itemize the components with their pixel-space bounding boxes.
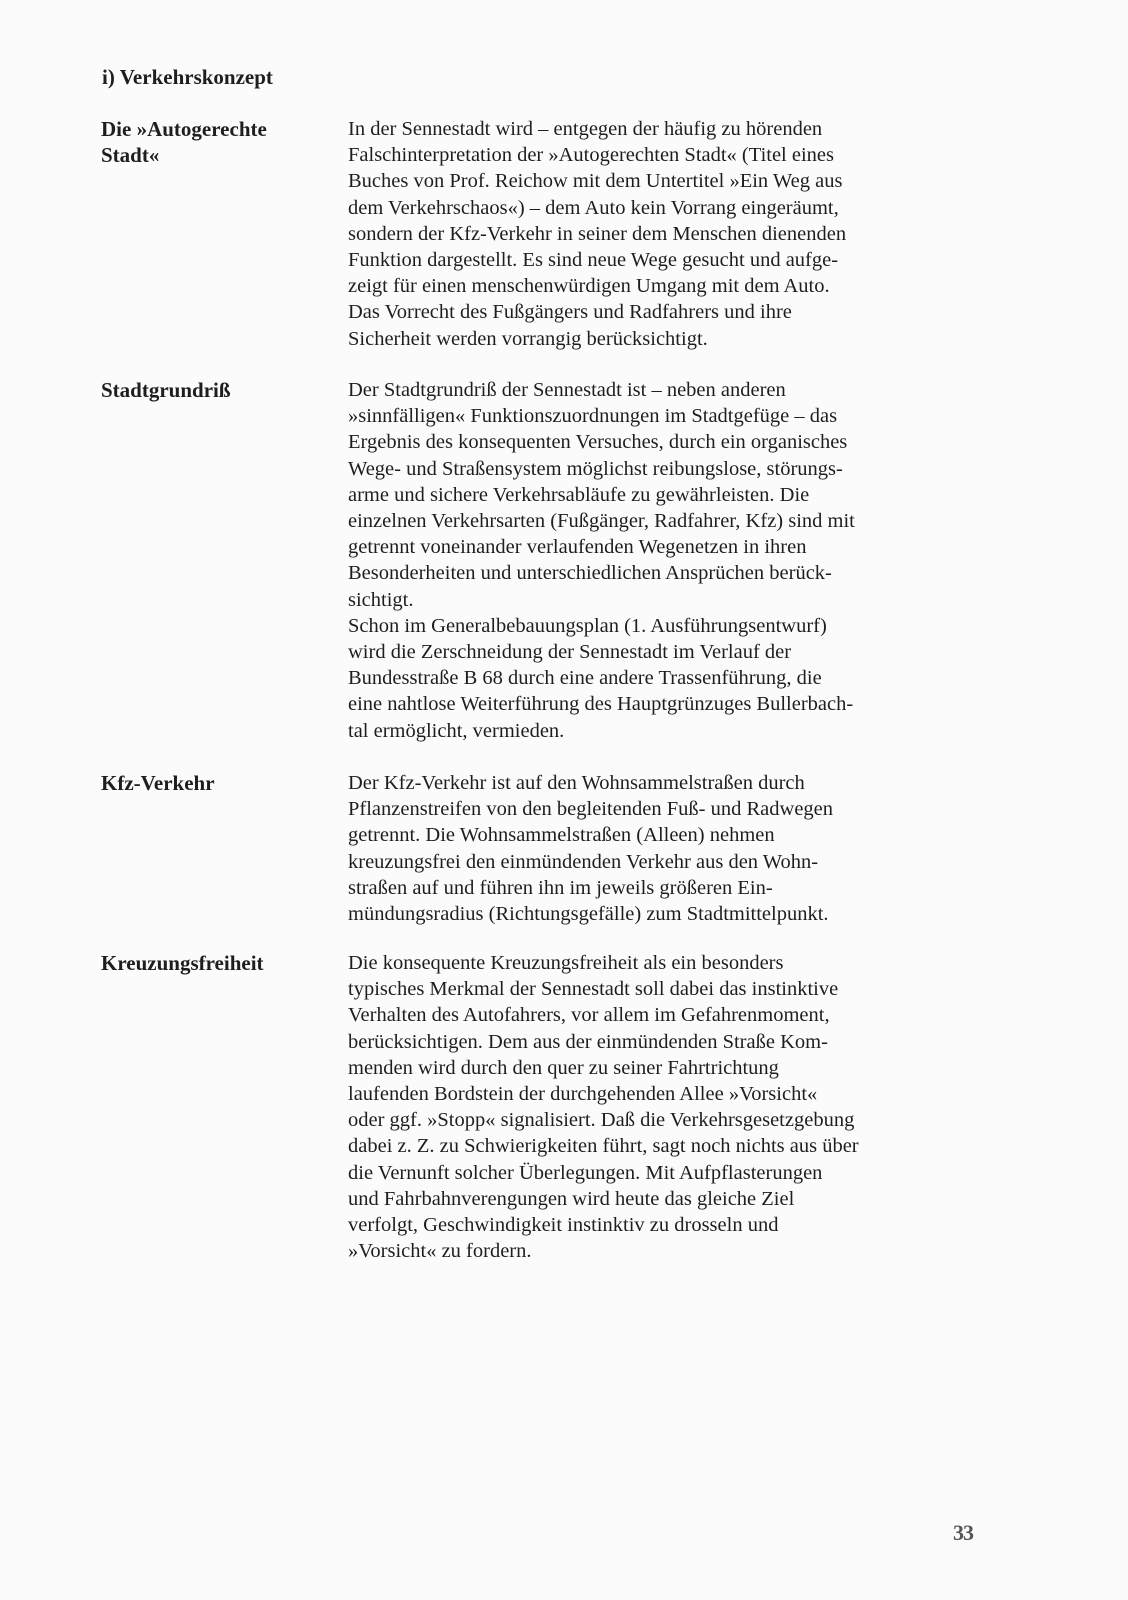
text-line: eine nahtlose Weiterführung des Hauptgrünzuges Bullerbach- (348, 693, 854, 716)
text-line: oder ggf. »Stopp« signalisiert. Daß die Verkehrsgesetzgebung (348, 1109, 855, 1132)
text-line: Falschinterpretation der »Autogerechten Stadt« (Titel eines (348, 144, 834, 167)
text-line: Verhalten des Autofahrers, vor allem im Gefahrenmoment, (348, 1004, 830, 1027)
text-line: kreuzungsfrei den einmündenden Verkehr aus den Wohn- (348, 850, 819, 873)
text-line: Sicherheit werden vorrangig berücksichtigt. (348, 327, 708, 350)
text-line: einzelnen Verkehrsarten (Fußgänger, Radfahrer, Kfz) sind mit (348, 510, 855, 533)
text-line: berücksichtigen. Dem aus der einmündenden Straße Kom- (348, 1030, 828, 1053)
text-line: Besonderheiten und unterschiedlichen Ansprüchen berück- (348, 562, 832, 585)
entry-paragraph (348, 770, 988, 927)
text-line: wird die Zerschneidung der Sennestadt im Verlauf der (348, 641, 792, 664)
text-line: Buches von Prof. Reichow mit dem Untertitel »Ein Weg aus (348, 170, 843, 193)
text-line: Der Stadtgrundriß der Sennestadt ist – neben anderen (348, 379, 786, 401)
text-line: getrennt voneinander verlaufenden Wegenetzen in ihren (348, 536, 807, 559)
text-line: die Vernunft solcher Überlegungen. Mit Aufpflasterungen (348, 1161, 823, 1184)
text-line: sondern der Kfz-Verkehr in seiner dem Menschen dienenden (348, 222, 847, 245)
entry-paragraph (348, 377, 988, 744)
section-title: i) Verkehrskonzept (102, 65, 273, 89)
entry-term (101, 116, 333, 168)
term-line: Die »Autogerechte (101, 117, 267, 141)
entry-paragraph (348, 116, 988, 352)
text-line: Ergebnis des konsequenten Versuches, durch ein organisches (348, 431, 848, 454)
text-line: sichtigt. (348, 588, 414, 611)
term-line: Kfz-Verkehr (101, 771, 215, 795)
text-line: und Fahrbahnverengungen wird heute das gleiche Ziel (348, 1187, 795, 1210)
text-line: straßen auf und führen ihn im jeweils größeren Ein- (348, 876, 773, 899)
text-line: Bundesstraße B 68 durch eine andere Trassenführung, die (348, 667, 822, 690)
text-line: tal ermöglicht, vermieden. (348, 719, 565, 742)
text-line: »sinnfälligen« Funktionszuordnungen im Stadtgefüge – das (348, 405, 838, 428)
text-line: typisches Merkmal der Sennestadt soll dabei das instinktive (348, 978, 839, 1001)
text-line: menden wird durch den quer zu seiner Fahrtrichtung (348, 1056, 779, 1079)
text-line: laufenden Bordstein der durchgehenden Allee »Vorsicht« (348, 1083, 818, 1106)
text-line: dem Verkehrschaos«) – dem Auto kein Vorrang eingeräumt, (348, 196, 839, 219)
text-line: dabei z. Z. zu Schwierigkeiten führt, sagt noch nichts aus über (348, 1135, 859, 1158)
text-line: verfolgt, Geschwindigkeit instinktiv zu drosseln und (348, 1214, 779, 1237)
text-line: zeigt für einen menschenwürdigen Umgang mit dem Auto. (348, 275, 830, 298)
text-line: Schon im Generalbebauungsplan (1. Ausführungsentwurf) (348, 614, 827, 637)
entry-paragraph (348, 950, 988, 1264)
page-number: 33 (953, 1520, 973, 1545)
text-line: »Vorsicht« zu fordern. (348, 1240, 532, 1263)
text-line: Die konsequente Kreuzungsfreiheit als ein besonders (348, 952, 784, 974)
text-line: mündungsradius (Richtungsgefälle) zum Stadtmittelpunkt. (348, 903, 829, 926)
entry-term (101, 950, 333, 976)
entry-term (101, 770, 333, 796)
text-line: Der Kfz-Verkehr ist auf den Wohnsammelstraßen durch (348, 772, 805, 794)
term-line: Stadtgrundriß (101, 378, 231, 402)
entry-term (101, 377, 333, 403)
text-line: arme und sichere Verkehrsabläufe zu gewährleisten. Die (348, 483, 810, 506)
text-line: In der Sennestadt wird – entgegen der häufig zu hörenden (348, 118, 823, 140)
text-line: Funktion dargestellt. Es sind neue Wege gesucht und aufge- (348, 249, 839, 272)
text-line: Wege- und Straßensystem möglichst reibungslose, störungs- (348, 457, 843, 480)
term-line: Kreuzungsfreiheit (101, 951, 264, 975)
text-line: getrennt. Die Wohnsammelstraßen (Alleen) nehmen (348, 824, 775, 847)
text-line: Pflanzenstreifen von den begleitenden Fuß- und Radwegen (348, 798, 834, 821)
term-line: Stadt« (101, 143, 160, 167)
text-line: Das Vorrecht des Fußgängers und Radfahrers und ihre (348, 301, 792, 324)
